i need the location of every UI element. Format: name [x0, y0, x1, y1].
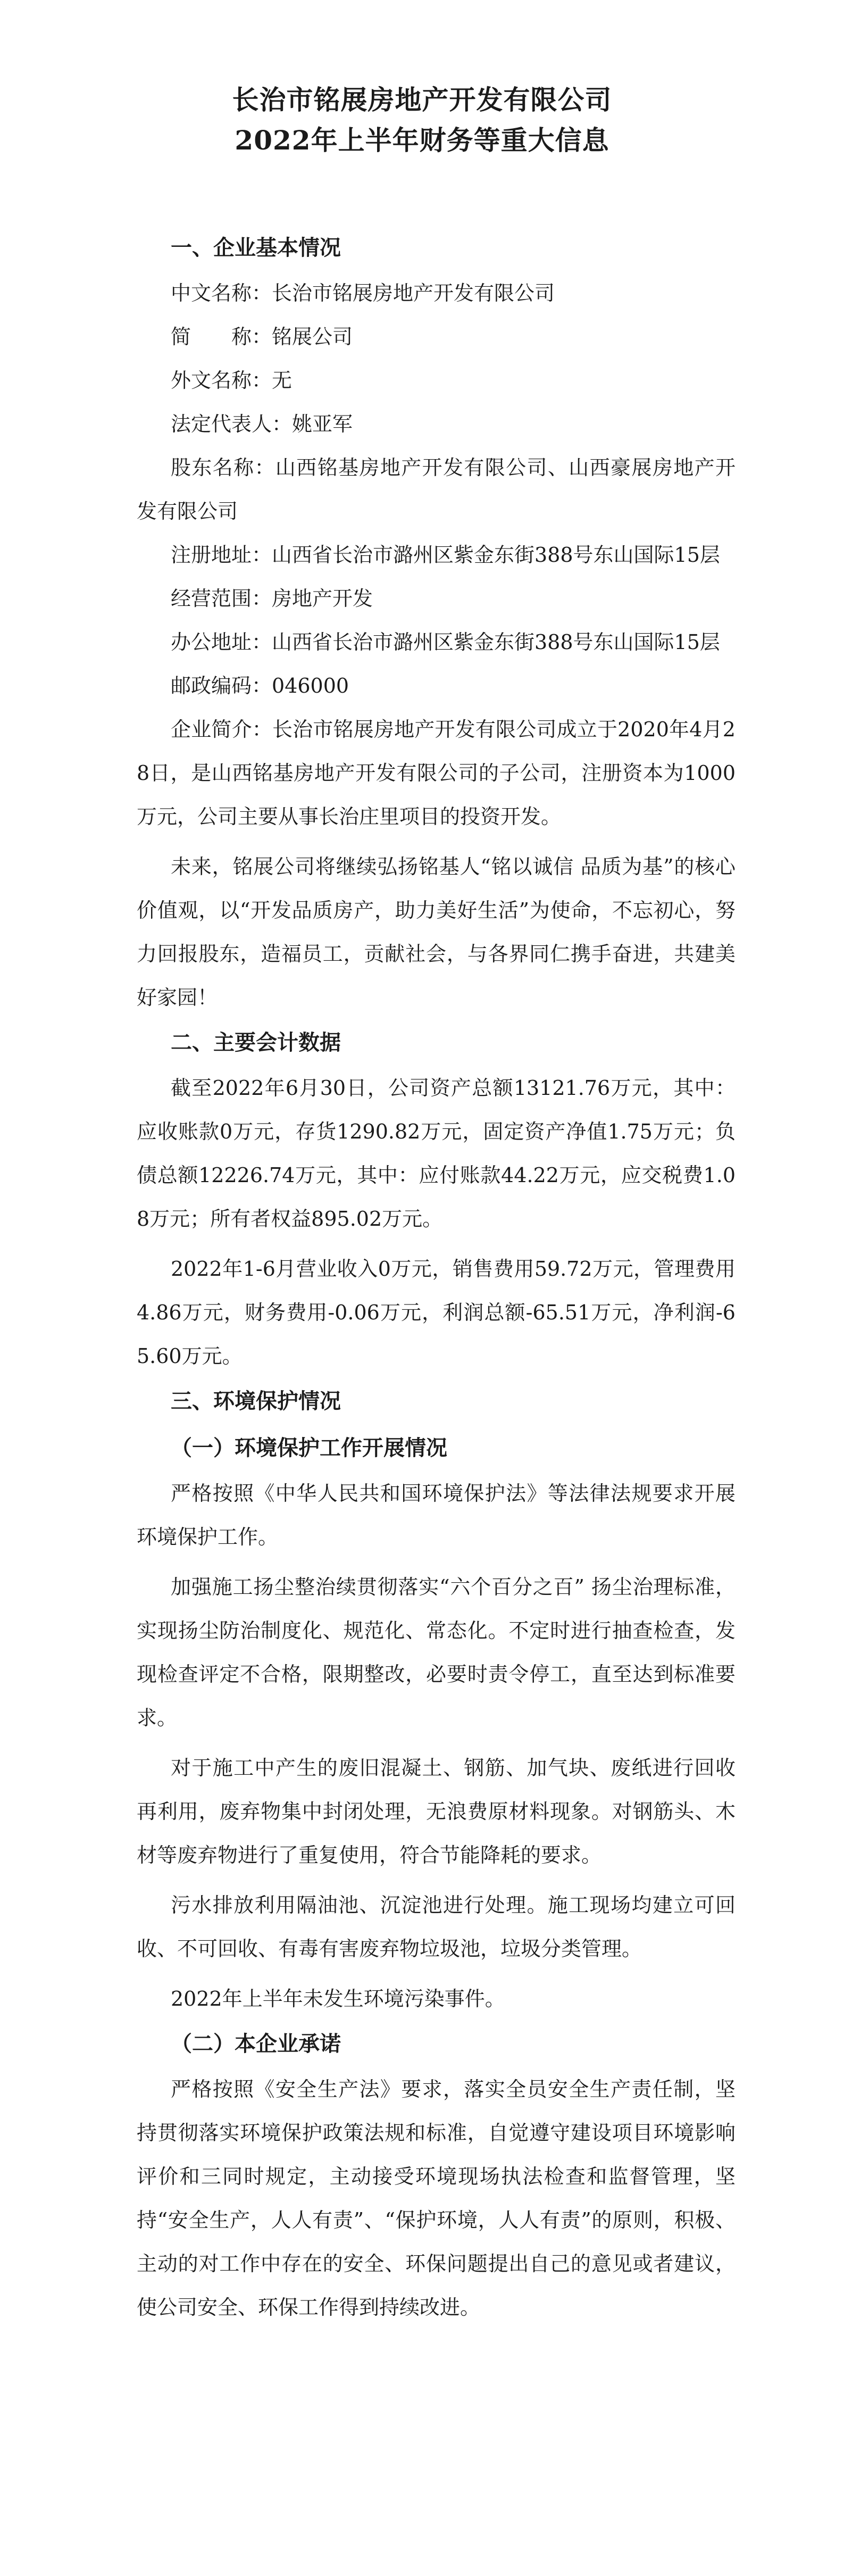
commitment-paragraph: 严格按照《安全生产法》要求，落实全员安全生产责任制，坚持贯彻落实环境保护政策法规和标准，自觉遵守建设项目环境影响评价和三同时规定，主动接受环境现场执法检查和监督管理，坚持“安全生产，人人有责”、“保护环境，人人有责”的原则，积极、主动的对工作中存在的安全、环保问题提出自己的意见或者建议，使公司安全、环保工作得到持续改进。: [137, 2078, 736, 2319]
env-paragraph: 污水排放利用隔油池、沉淀池进行处理。施工现场均建立可回收、不可回收、有毒有害废弃物垃圾池，垃圾分类管理。: [137, 1893, 736, 1960]
field-value: 山西铭基房地产开发有限公司、山西豪展房地产开发有限公司: [137, 456, 736, 523]
field-short-name: [137, 315, 736, 359]
accounting-paragraph-2: 2022年1-6月营业收入0万元，销售费用59.72万元，管理费用4.86万元，财务费用-0.06万元，利润总额-65.51万元，净利润-65.60万元。: [137, 1257, 736, 1368]
field-label: 简 称：: [171, 325, 272, 348]
field-legal-representative: [137, 402, 736, 446]
field-label: 股东名称：: [171, 456, 275, 479]
accounting-paragraph-1: 截至2022年6月30日，公司资产总额13121.76万元，其中：应收账款0万元，存货1290.82万元，固定资产净值1.75万元；负债总额12226.74万元，其中：应付账款44.22万元，应交税费1.08万元；所有者权益895.02万元。: [137, 1076, 736, 1231]
field-label: 注册地址：: [171, 543, 272, 567]
field-postal-code: [137, 664, 736, 708]
subsection-2-heading: （二）本企业承诺: [171, 2031, 341, 2056]
field-company-profile: [137, 708, 736, 838]
field-value: 山西省长治市潞州区紫金东街388号东山国际15层: [272, 630, 720, 654]
field-value: 046000: [272, 674, 349, 697]
field-value: 姚亚军: [292, 412, 353, 436]
field-office-address: [137, 620, 736, 664]
field-label: 邮政编码：: [171, 674, 272, 697]
subsection-1-heading: （一）环境保护工作开展情况: [171, 1435, 447, 1460]
field-label: 法定代表人：: [171, 412, 293, 436]
section-3-heading: 三、环境保护情况: [171, 1389, 341, 1414]
field-label: 企业简介：: [171, 718, 272, 741]
env-paragraph: 加强施工扬尘整治续贯彻落实“六个百分之百” 扬尘治理标准，实现扬尘防治制度化、规范化、常态化。不定时进行抽查检查，发现检查评定不合格，限期整改，必要时责令停工，直至达到标准要求。: [137, 1575, 736, 1730]
field-value: 铭展公司: [272, 325, 353, 348]
field-value: 长治市铭展房地产开发有限公司成立于2020年4月28日，是山西铭基房地产开发有限公司的子公司，注册资本为1000万元，公司主要从事长治庄里项目的投资开发。: [137, 718, 736, 828]
field-label: 中文名称：: [171, 281, 272, 305]
field-foreign-name: [137, 359, 736, 402]
field-chinese-name: [137, 271, 736, 315]
field-business-scope: [137, 577, 736, 620]
field-value: 无: [272, 369, 293, 392]
field-label: 外文名称：: [171, 369, 272, 392]
field-value: 长治市铭展房地产开发有限公司: [272, 281, 555, 305]
document-title-line-2: 2022年上半年财务等重大信息: [235, 124, 609, 156]
field-label: 办公地址：: [171, 630, 272, 654]
section-2-heading: 二、主要会计数据: [171, 1030, 341, 1055]
field-value: 房地产开发: [272, 587, 373, 610]
section-1-heading: 一、企业基本情况: [171, 235, 341, 260]
field-registered-address: [137, 533, 736, 577]
field-label: 经营范围：: [171, 587, 272, 610]
env-paragraph: 对于施工中产生的废旧混凝土、钢筋、加气块、废纸进行回收再利用，废弃物集中封闭处理，无浪费原材料现象。对钢筋头、木材等废弃物进行了重复使用，符合节能降耗的要求。: [137, 1756, 736, 1867]
field-shareholders: [137, 446, 736, 533]
env-paragraph: 2022年上半年未发生环境污染事件。: [171, 1987, 505, 2010]
field-value: 山西省长治市潞州区紫金东街388号东山国际15层: [272, 543, 720, 567]
future-paragraph: 未来，铭展公司将继续弘扬铭基人“铭以诚信 品质为基”的核心价值观，以“开发品质房产，助力美好生活”为使命，不忘初心，努力回报股东，造福员工，贡献社会，与各界同仁携手奋进，共建美好家园！: [137, 855, 736, 1009]
document-title-line-1: 长治市铭展房地产开发有限公司: [232, 84, 612, 115]
env-paragraph: 严格按照《中华人民共和国环境保护法》等法律法规要求开展环境保护工作。: [137, 1482, 736, 1549]
